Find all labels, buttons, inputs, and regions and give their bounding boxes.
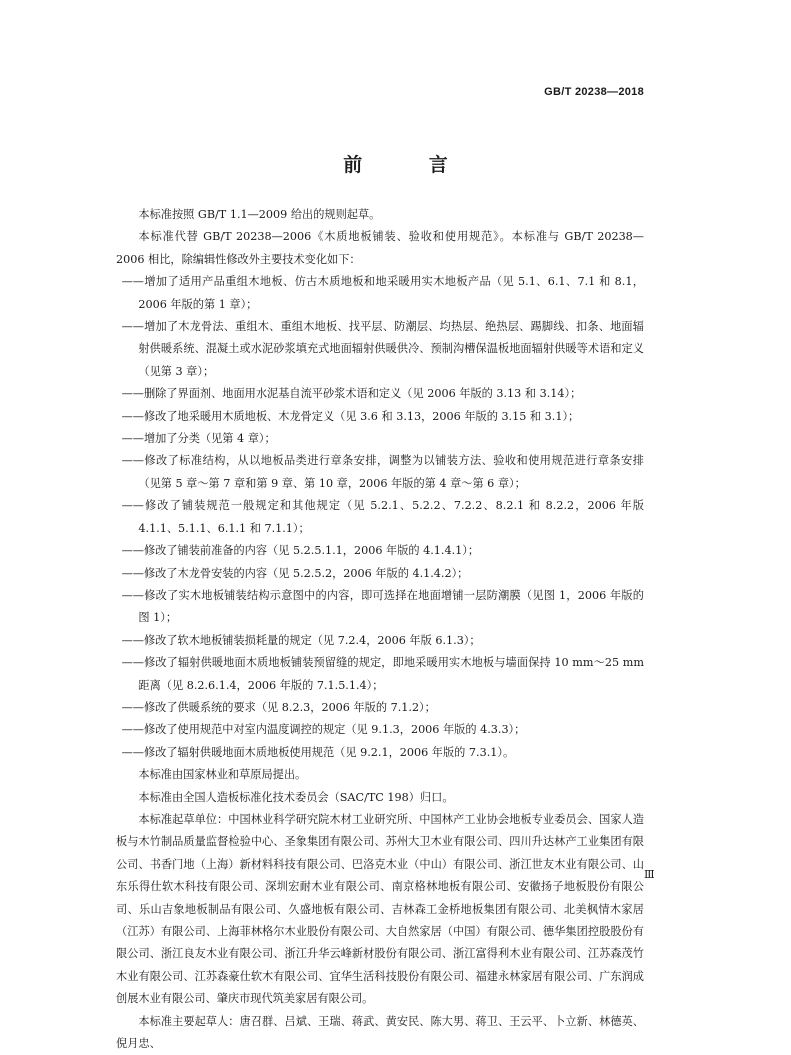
drafting-units-paragraph: 本标准起草单位：中国林业科学研究院木材工业研究所、中国林产工业协会地板专业委员会、国家人造板与木竹制品质量监督检验中心、圣象集团有限公司、苏州大卫木业有限公司、四川升达林产工业集团有限公司、书香门地（上海）新材料科技有限公司、巴洛克木业（中山）有限公司、浙江世友木业有限公司、山东乐得仕软木科技有限公司、深圳宏耐木业有限公司、南京格林地板有限公司、安徽扬子地板股份有限公司、乐山吉象地板制品有限公司、久盛地板有限公司、吉林森工金桥地板集团有限公司、北美枫情木家居（江苏）有限公司、上海菲林格尔木业股份有限公司、大自然家居（中国）有限公司、德华集团控股股份有限公司、浙江良友木业有限公司、浙江升华云峰新材股份有限公司、浙江富得利木业有限公司、江苏森茂竹木业有限公司、江苏森豪仕软木有限公司、宜华生活科技股份有限公司、福建永林家居有限公司、广东润成创展木业有限公司、肇庆市现代筑美家居有限公司。 (116, 812, 644, 1006)
change-item-text: 增加了适用产品重组木地板、仿古木质地板和地采暖用实木地板产品（见 5.1、6.1、7.1 和 8.1，2006 年版的第 1 章）； (138, 275, 644, 311)
dash-marker: —— (121, 499, 144, 513)
change-item-text: 修改了铺装规范一般规定和其他规定（见 5.2.1、5.2.2、7.2.2、8.2.1 和 8.2.2，2006 年版 4.1.1、5.1.1、6.1.1 和 7.1.1）； (138, 499, 644, 535)
drafters-paragraph: 本标准主要起草人：唐召群、吕斌、王瑞、蒋武、黄安民、陈大男、蒋卫、王云平、卜立新、林德英、倪月忠、 (116, 1014, 644, 1051)
dash-marker: —— (121, 320, 144, 334)
change-item-text: 修改了使用规范中对室内温度调控的规定（见 9.1.3，2006 年版的 4.3.3）； (143, 723, 526, 737)
intro-paragraph-drafting: 本标准按照 GB/T 1.1—2009 给出的规则起草。 (138, 208, 381, 221)
foreword-body (116, 204, 644, 1055)
change-item (116, 316, 644, 383)
dash-marker: —— (121, 544, 144, 558)
change-item (116, 406, 644, 428)
dash-marker: —— (121, 387, 144, 401)
change-item-text: 修改了辐射供暖地面木质地板使用规范（见 9.2.1，2006 年版的 7.3.1）。 (143, 745, 515, 759)
dash-marker: —— (121, 409, 144, 423)
change-item-text: 修改了地采暖用木质地板、木龙骨定义（见 3.6 和 3.13，2006 年版的 3.15 和 3.1）； (143, 409, 580, 423)
change-item-text: 增加了木龙骨法、重组木、重组木地板、找平层、防潮层、均热层、绝热层、踢脚线、扣条、地面辐射供暖系统、混凝土或水泥砂浆填充式地面辐射供暖供冷、预制沟槽保温板地面辐射供暖等术语和定义（见第 3 章）； (138, 320, 644, 378)
change-item (116, 697, 644, 719)
standard-number: GB/T 20238—2018 (544, 86, 644, 98)
change-item-text: 修改了铺装前准备的内容（见 5.2.5.1.1，2006 年版的 4.1.4.1）； (143, 544, 480, 558)
change-item-text: 修改了木龙骨安装的内容（见 5.2.5.2，2006 年版的 4.1.4.2）； (143, 566, 469, 580)
change-item (116, 495, 644, 540)
change-item (116, 271, 644, 316)
change-item (116, 630, 644, 652)
change-item (116, 450, 644, 495)
change-item (116, 742, 644, 764)
change-item-text: 修改了软木地板铺装损耗量的规定（见 7.2.4，2006 年版 6.1.3）； (143, 633, 481, 647)
changes-list (116, 271, 644, 764)
page-title: 前 言 (343, 154, 478, 176)
dash-marker: —— (121, 454, 144, 468)
dash-marker: —— (121, 745, 144, 759)
dash-marker: —— (121, 432, 144, 446)
change-item (116, 383, 644, 405)
change-item (116, 540, 644, 562)
dash-marker: —— (121, 275, 144, 289)
change-item (116, 563, 644, 585)
change-item-text: 增加了分类（见第 4 章）； (143, 432, 276, 446)
change-item (116, 585, 644, 630)
change-item (116, 719, 644, 741)
dash-marker: —— (121, 588, 144, 602)
page-number: Ⅲ (644, 868, 655, 881)
dash-marker: —— (121, 723, 144, 737)
change-item-text: 修改了供暖系统的要求（见 8.2.3，2006 年版的 7.1.2）； (143, 700, 436, 714)
change-item-text: 修改了辐射供暖地面木质地板铺装预留缝的规定，即地采暖用实木地板与墙面保持 10 mm～25 mm 距离（见 8.2.6.1.4，2006 年版的 7.1.5.1.4）； (138, 656, 644, 692)
change-item (116, 428, 644, 450)
change-item-text: 修改了标准结构，从以地板品类进行章条安排，调整为以铺装方法、验收和使用规范进行章条安排（见第 5 章～第 7 章和第 9 章、第 10 章，2006 年版的第 4 章～第 6 章）； (138, 454, 644, 490)
dash-marker: —— (121, 633, 144, 647)
intro-paragraph-replacement: 本标准代替 GB/T 20238—2006《木质地板铺装、验收和使用规范》。本标准与 GB/T 20238—2006 相比，除编辑性修改外主要技术变化如下： (116, 230, 644, 266)
change-item-text: 修改了实木地板铺装结构示意图中的内容，即可选择在地面增铺一层防潮膜（见图 1，2006 年版的图 1）； (138, 588, 644, 625)
change-item-text: 删除了界面剂、地面用水泥基自流平砂浆术语和定义（见 2006 年版的 3.13 和 3.14）； (143, 387, 582, 401)
dash-marker: —— (121, 566, 144, 580)
managed-by-paragraph: 本标准由全国人造板标准化技术委员会（SAC/TC 198）归口。 (138, 790, 454, 804)
dash-marker: —— (121, 700, 144, 714)
change-item (116, 652, 644, 697)
proposed-by-paragraph: 本标准由国家林业和草原局提出。 (138, 768, 307, 782)
dash-marker: —— (121, 656, 144, 670)
